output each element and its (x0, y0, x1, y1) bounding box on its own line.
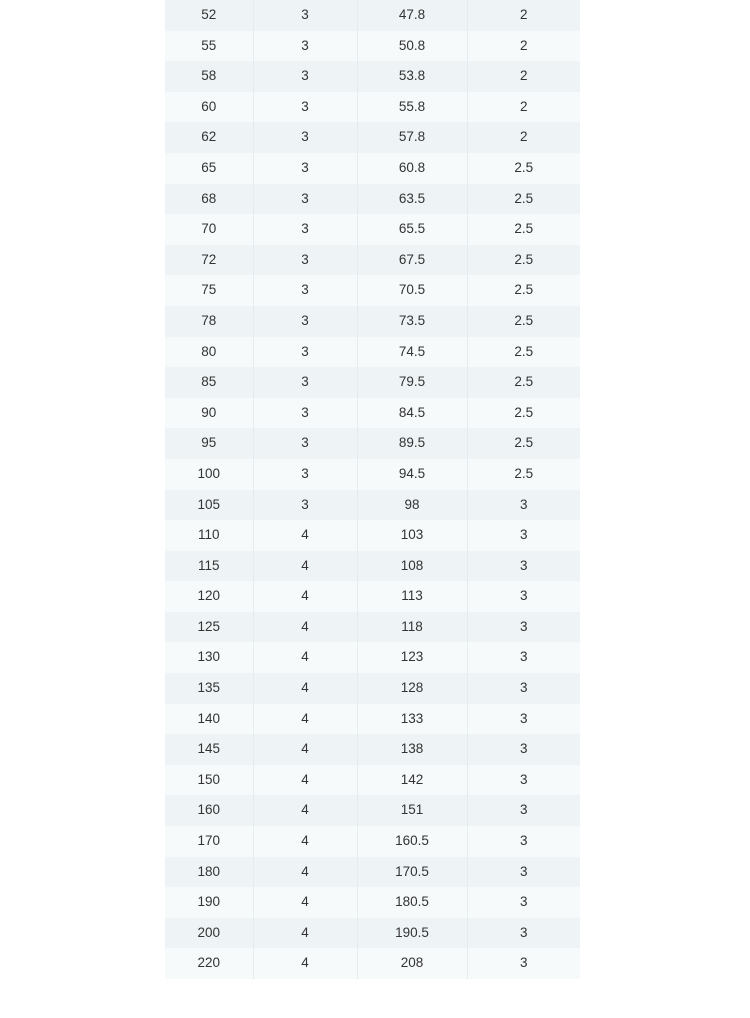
table-cell: 3 (253, 245, 357, 276)
table-cell: 2.5 (467, 459, 580, 490)
table-row (165, 918, 580, 949)
table-row (165, 887, 580, 918)
table-row (165, 337, 580, 368)
table-cell: 180.5 (357, 887, 467, 918)
table-row (165, 428, 580, 459)
table-cell: 75 (165, 275, 253, 306)
table-row (165, 31, 580, 62)
table-cell: 220 (165, 948, 253, 979)
table-cell: 108 (357, 551, 467, 582)
table-cell: 100 (165, 459, 253, 490)
table-row (165, 398, 580, 429)
table-row (165, 0, 580, 31)
table-cell: 130 (165, 642, 253, 673)
table-cell: 4 (253, 520, 357, 551)
table-row (165, 795, 580, 826)
table-cell: 3 (467, 734, 580, 765)
table-cell: 55.8 (357, 92, 467, 123)
spec-table-container (165, 0, 580, 979)
table-cell: 4 (253, 826, 357, 857)
table-cell: 50.8 (357, 31, 467, 62)
table-row (165, 520, 580, 551)
spec-table (165, 0, 580, 979)
table-cell: 3 (467, 581, 580, 612)
table-cell: 85 (165, 367, 253, 398)
table-cell: 2 (467, 92, 580, 123)
table-cell: 72 (165, 245, 253, 276)
table-cell: 3 (467, 673, 580, 704)
table-cell: 70.5 (357, 275, 467, 306)
table-cell: 70 (165, 214, 253, 245)
table-row (165, 490, 580, 521)
table-cell: 98 (357, 490, 467, 521)
table-cell: 84.5 (357, 398, 467, 429)
table-cell: 160 (165, 795, 253, 826)
table-cell: 2.5 (467, 428, 580, 459)
table-row (165, 948, 580, 979)
table-cell: 3 (467, 857, 580, 888)
table-cell: 94.5 (357, 459, 467, 490)
table-cell: 115 (165, 551, 253, 582)
table-cell: 58 (165, 61, 253, 92)
table-cell: 3 (253, 428, 357, 459)
table-cell: 103 (357, 520, 467, 551)
table-row (165, 857, 580, 888)
table-row (165, 704, 580, 735)
table-row (165, 765, 580, 796)
table-cell: 3 (467, 795, 580, 826)
table-row (165, 92, 580, 123)
table-cell: 60.8 (357, 153, 467, 184)
table-cell: 3 (467, 612, 580, 643)
table-row (165, 122, 580, 153)
table-cell: 170 (165, 826, 253, 857)
table-cell: 2 (467, 122, 580, 153)
table-cell: 138 (357, 734, 467, 765)
table-row (165, 581, 580, 612)
table-cell: 125 (165, 612, 253, 643)
table-cell: 3 (467, 520, 580, 551)
table-cell: 190.5 (357, 918, 467, 949)
table-cell: 62 (165, 122, 253, 153)
table-cell: 128 (357, 673, 467, 704)
table-cell: 3 (253, 0, 357, 31)
table-cell: 3 (467, 551, 580, 582)
table-cell: 4 (253, 581, 357, 612)
table-row (165, 153, 580, 184)
table-cell: 170.5 (357, 857, 467, 888)
table-cell: 4 (253, 642, 357, 673)
table-row (165, 367, 580, 398)
table-cell: 3 (253, 275, 357, 306)
table-cell: 142 (357, 765, 467, 796)
table-cell: 3 (253, 398, 357, 429)
table-cell: 4 (253, 551, 357, 582)
table-cell: 160.5 (357, 826, 467, 857)
table-cell: 3 (253, 184, 357, 215)
table-cell: 150 (165, 765, 253, 796)
table-cell: 123 (357, 642, 467, 673)
table-cell: 4 (253, 673, 357, 704)
table-cell: 145 (165, 734, 253, 765)
table-cell: 2.5 (467, 153, 580, 184)
table-cell: 3 (253, 214, 357, 245)
table-cell: 2.5 (467, 398, 580, 429)
table-cell: 3 (253, 153, 357, 184)
table-cell: 120 (165, 581, 253, 612)
table-row (165, 245, 580, 276)
table-cell: 4 (253, 612, 357, 643)
table-cell: 118 (357, 612, 467, 643)
table-cell: 3 (253, 306, 357, 337)
table-cell: 57.8 (357, 122, 467, 153)
table-row (165, 826, 580, 857)
table-cell: 2.5 (467, 306, 580, 337)
table-cell: 4 (253, 887, 357, 918)
table-cell: 3 (467, 490, 580, 521)
table-cell: 3 (467, 765, 580, 796)
table-cell: 2.5 (467, 337, 580, 368)
table-cell: 80 (165, 337, 253, 368)
table-cell: 52 (165, 0, 253, 31)
table-cell: 2 (467, 61, 580, 92)
table-row (165, 642, 580, 673)
table-cell: 4 (253, 948, 357, 979)
table-row (165, 459, 580, 490)
table-cell: 3 (467, 887, 580, 918)
table-cell: 2.5 (467, 275, 580, 306)
table-row (165, 612, 580, 643)
table-row (165, 551, 580, 582)
table-cell: 2 (467, 31, 580, 62)
table-cell: 3 (253, 61, 357, 92)
table-cell: 180 (165, 857, 253, 888)
table-cell: 3 (467, 642, 580, 673)
table-cell: 113 (357, 581, 467, 612)
table-cell: 2.5 (467, 214, 580, 245)
table-cell: 55 (165, 31, 253, 62)
table-cell: 3 (253, 337, 357, 368)
table-cell: 208 (357, 948, 467, 979)
table-cell: 3 (467, 826, 580, 857)
table-row (165, 673, 580, 704)
table-cell: 190 (165, 887, 253, 918)
table-cell: 2 (467, 0, 580, 31)
table-row (165, 275, 580, 306)
table-cell: 79.5 (357, 367, 467, 398)
table-cell: 3 (253, 490, 357, 521)
table-cell: 2.5 (467, 245, 580, 276)
table-cell: 89.5 (357, 428, 467, 459)
table-cell: 73.5 (357, 306, 467, 337)
table-cell: 3 (253, 122, 357, 153)
table-cell: 47.8 (357, 0, 467, 31)
table-cell: 68 (165, 184, 253, 215)
table-row (165, 734, 580, 765)
table-cell: 60 (165, 92, 253, 123)
table-cell: 4 (253, 704, 357, 735)
table-cell: 63.5 (357, 184, 467, 215)
table-cell: 3 (467, 704, 580, 735)
table-cell: 4 (253, 795, 357, 826)
table-cell: 4 (253, 857, 357, 888)
table-cell: 140 (165, 704, 253, 735)
table-cell: 65 (165, 153, 253, 184)
table-cell: 78 (165, 306, 253, 337)
table-cell: 67.5 (357, 245, 467, 276)
table-cell: 4 (253, 765, 357, 796)
table-cell: 151 (357, 795, 467, 826)
table-cell: 110 (165, 520, 253, 551)
table-cell: 53.8 (357, 61, 467, 92)
spec-table-body (165, 0, 580, 979)
table-cell: 200 (165, 918, 253, 949)
table-cell: 74.5 (357, 337, 467, 368)
table-cell: 2.5 (467, 184, 580, 215)
table-row (165, 214, 580, 245)
table-cell: 4 (253, 918, 357, 949)
table-cell: 3 (467, 948, 580, 979)
table-row (165, 184, 580, 215)
table-cell: 95 (165, 428, 253, 459)
table-cell: 90 (165, 398, 253, 429)
table-cell: 3 (467, 918, 580, 949)
table-cell: 4 (253, 734, 357, 765)
table-cell: 135 (165, 673, 253, 704)
table-cell: 105 (165, 490, 253, 521)
table-row (165, 61, 580, 92)
table-cell: 133 (357, 704, 467, 735)
table-cell: 3 (253, 367, 357, 398)
table-cell: 3 (253, 459, 357, 490)
table-cell: 3 (253, 92, 357, 123)
table-cell: 65.5 (357, 214, 467, 245)
table-cell: 2.5 (467, 367, 580, 398)
table-cell: 3 (253, 31, 357, 62)
table-row (165, 306, 580, 337)
